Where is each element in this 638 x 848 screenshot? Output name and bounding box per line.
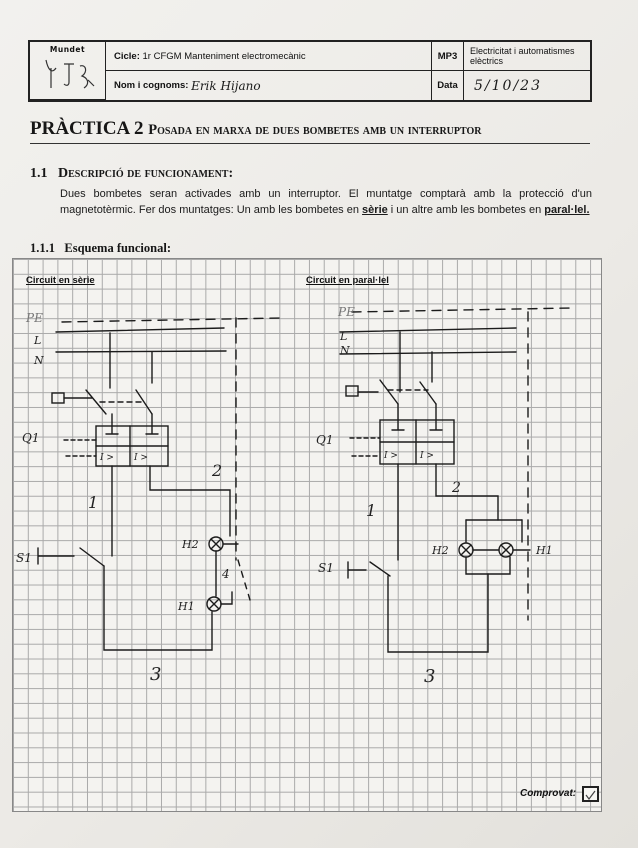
module-name: Electricitat i automatismes elèctrics	[470, 46, 575, 66]
cicle-value: 1r CFGM Manteniment electromecànic	[142, 50, 306, 62]
name-label: Nom i cognoms:	[114, 80, 189, 91]
parallel-h1-label: H1	[536, 544, 553, 557]
subsection-title: Esquema funcional:	[64, 241, 171, 255]
date-value: 5/10/23	[474, 77, 542, 94]
series-h1-label: H1	[178, 600, 195, 613]
title-rest: Posada en marxa de dues bombetes amb un interruptor	[148, 122, 482, 138]
date-label: Data	[437, 80, 458, 91]
series-schematic	[38, 318, 282, 650]
parallel-relay-a: I >	[384, 451, 398, 461]
student-name: Erik Hijano	[191, 78, 261, 93]
circuit-parallel-label: Circuit en paral·lel	[306, 275, 389, 286]
series-wire-1: 1	[88, 493, 99, 512]
series-wire-4: 4	[222, 567, 230, 581]
series-q1-label: Q1	[22, 431, 40, 445]
description-serie: sèrie	[362, 204, 388, 216]
parallel-q1-label: Q1	[316, 433, 334, 447]
description-part-b: i un altre amb les bombetes en	[387, 204, 545, 216]
parallel-wire-2: 2	[452, 480, 461, 496]
parallel-l-label: L	[340, 330, 348, 343]
cicle-label: Cicle:	[114, 50, 140, 62]
school-name: Mundet	[49, 45, 86, 54]
subsection-number: 1.1.1	[30, 241, 55, 255]
series-s1-label: S1	[16, 551, 32, 565]
parallel-wire-1: 1	[366, 501, 377, 520]
checked-label: Comprovat:	[520, 788, 577, 799]
module-code: MP3	[437, 50, 458, 62]
parallel-pe-label: PE	[338, 305, 355, 319]
parallel-s1-label: S1	[318, 561, 334, 575]
series-wire-2: 2	[212, 461, 223, 480]
series-n-label: N	[34, 354, 44, 367]
series-l-label: L	[34, 334, 42, 347]
description-parallel: paral·lel.	[544, 204, 590, 216]
series-relay-b: I >	[134, 453, 148, 463]
section-title: Descripció de funcionament:	[58, 166, 234, 181]
check-mark-icon	[584, 789, 597, 801]
parallel-h2-label: H2	[432, 544, 449, 557]
parallel-n-label: N	[340, 344, 350, 357]
parallel-relay-b: I >	[420, 451, 434, 461]
checked-checkbox[interactable]	[582, 786, 599, 802]
series-pe-label: PE	[26, 311, 43, 325]
description-part-a: Dues bombetes seran activades amb un interruptor. El muntatge comptarà amb la protecció d'un magnetotèrmic. Fer dos muntatges: Un amb les bombetes en	[60, 188, 592, 216]
section-number: 1.1	[30, 166, 48, 181]
series-h2-label: H2	[182, 538, 199, 551]
title-prefix: PRÀCTICA 2	[30, 118, 144, 139]
series-relay-a: I >	[100, 453, 114, 463]
series-wire-3: 3	[150, 664, 162, 685]
circuit-series-label: Circuit en sèrie	[26, 275, 95, 286]
parallel-wire-3: 3	[424, 666, 436, 687]
